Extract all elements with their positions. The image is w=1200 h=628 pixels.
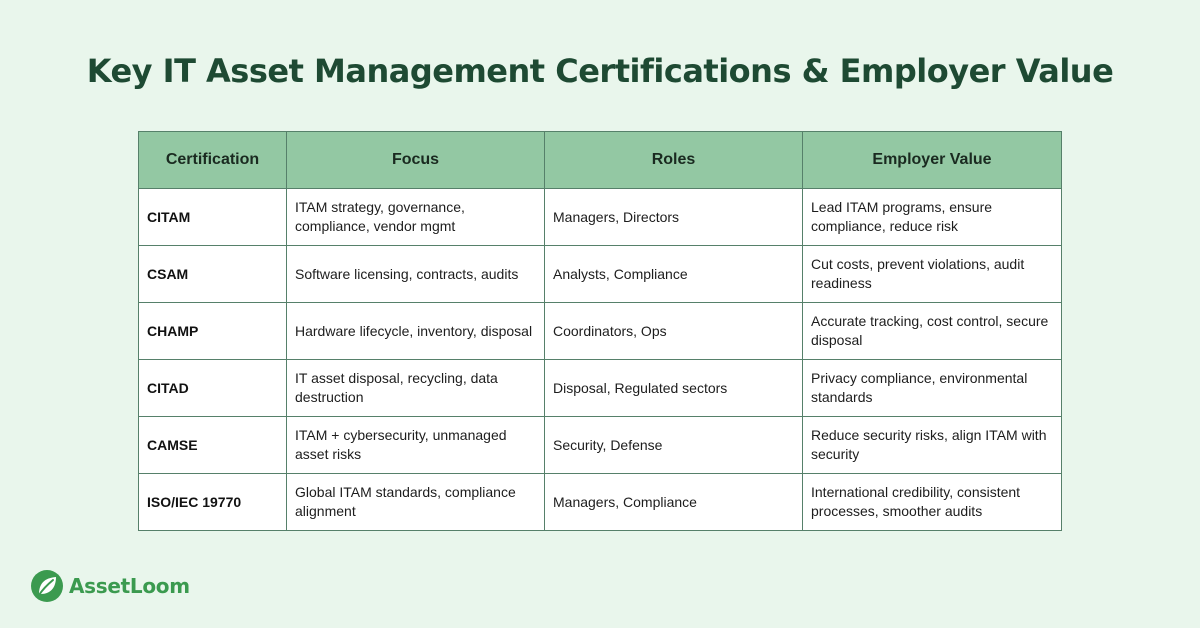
column-header-focus: Focus	[287, 132, 545, 189]
cell-focus: ITAM strategy, governance, compliance, vendor mgmt	[287, 189, 545, 246]
brand-logo	[30, 568, 190, 604]
cell-focus: Global ITAM standards, compliance alignment	[287, 474, 545, 531]
leaf-icon	[30, 569, 64, 603]
cell-roles: Managers, Directors	[545, 189, 803, 246]
column-header-employer-value: Employer Value	[803, 132, 1062, 189]
cell-certification: ISO/IEC 19770	[139, 474, 287, 531]
cell-employer-value: Reduce security risks, align ITAM with security	[803, 417, 1062, 474]
cell-employer-value: Cut costs, prevent violations, audit readiness	[803, 246, 1062, 303]
table-row	[139, 417, 1062, 474]
table-row	[139, 303, 1062, 360]
cell-focus: Hardware lifecycle, inventory, disposal	[287, 303, 545, 360]
brand-name: AssetLoom	[69, 574, 190, 598]
cell-employer-value: Privacy compliance, environmental standards	[803, 360, 1062, 417]
cell-certification: CITAM	[139, 189, 287, 246]
certifications-table	[138, 131, 1062, 531]
cell-employer-value: Accurate tracking, cost control, secure disposal	[803, 303, 1062, 360]
cell-certification: CHAMP	[139, 303, 287, 360]
cell-roles: Managers, Compliance	[545, 474, 803, 531]
cell-focus: ITAM + cybersecurity, unmanaged asset risks	[287, 417, 545, 474]
cell-roles: Coordinators, Ops	[545, 303, 803, 360]
page-title: Key IT Asset Management Certifications & Employer Value	[86, 52, 1114, 90]
cell-certification: CSAM	[139, 246, 287, 303]
table-row	[139, 474, 1062, 531]
cell-employer-value: International credibility, consistent processes, smoother audits	[803, 474, 1062, 531]
cell-roles: Security, Defense	[545, 417, 803, 474]
column-header-certification: Certification	[139, 132, 287, 189]
table-row	[139, 189, 1062, 246]
cell-focus: Software licensing, contracts, audits	[287, 246, 545, 303]
table-row	[139, 360, 1062, 417]
cell-roles: Disposal, Regulated sectors	[545, 360, 803, 417]
cell-certification: CITAD	[139, 360, 287, 417]
column-header-roles: Roles	[545, 132, 803, 189]
cell-focus: IT asset disposal, recycling, data destruction	[287, 360, 545, 417]
cell-roles: Analysts, Compliance	[545, 246, 803, 303]
table-header-row	[139, 132, 1062, 189]
cell-employer-value: Lead ITAM programs, ensure compliance, reduce risk	[803, 189, 1062, 246]
cell-certification: CAMSE	[139, 417, 287, 474]
table-row	[139, 246, 1062, 303]
